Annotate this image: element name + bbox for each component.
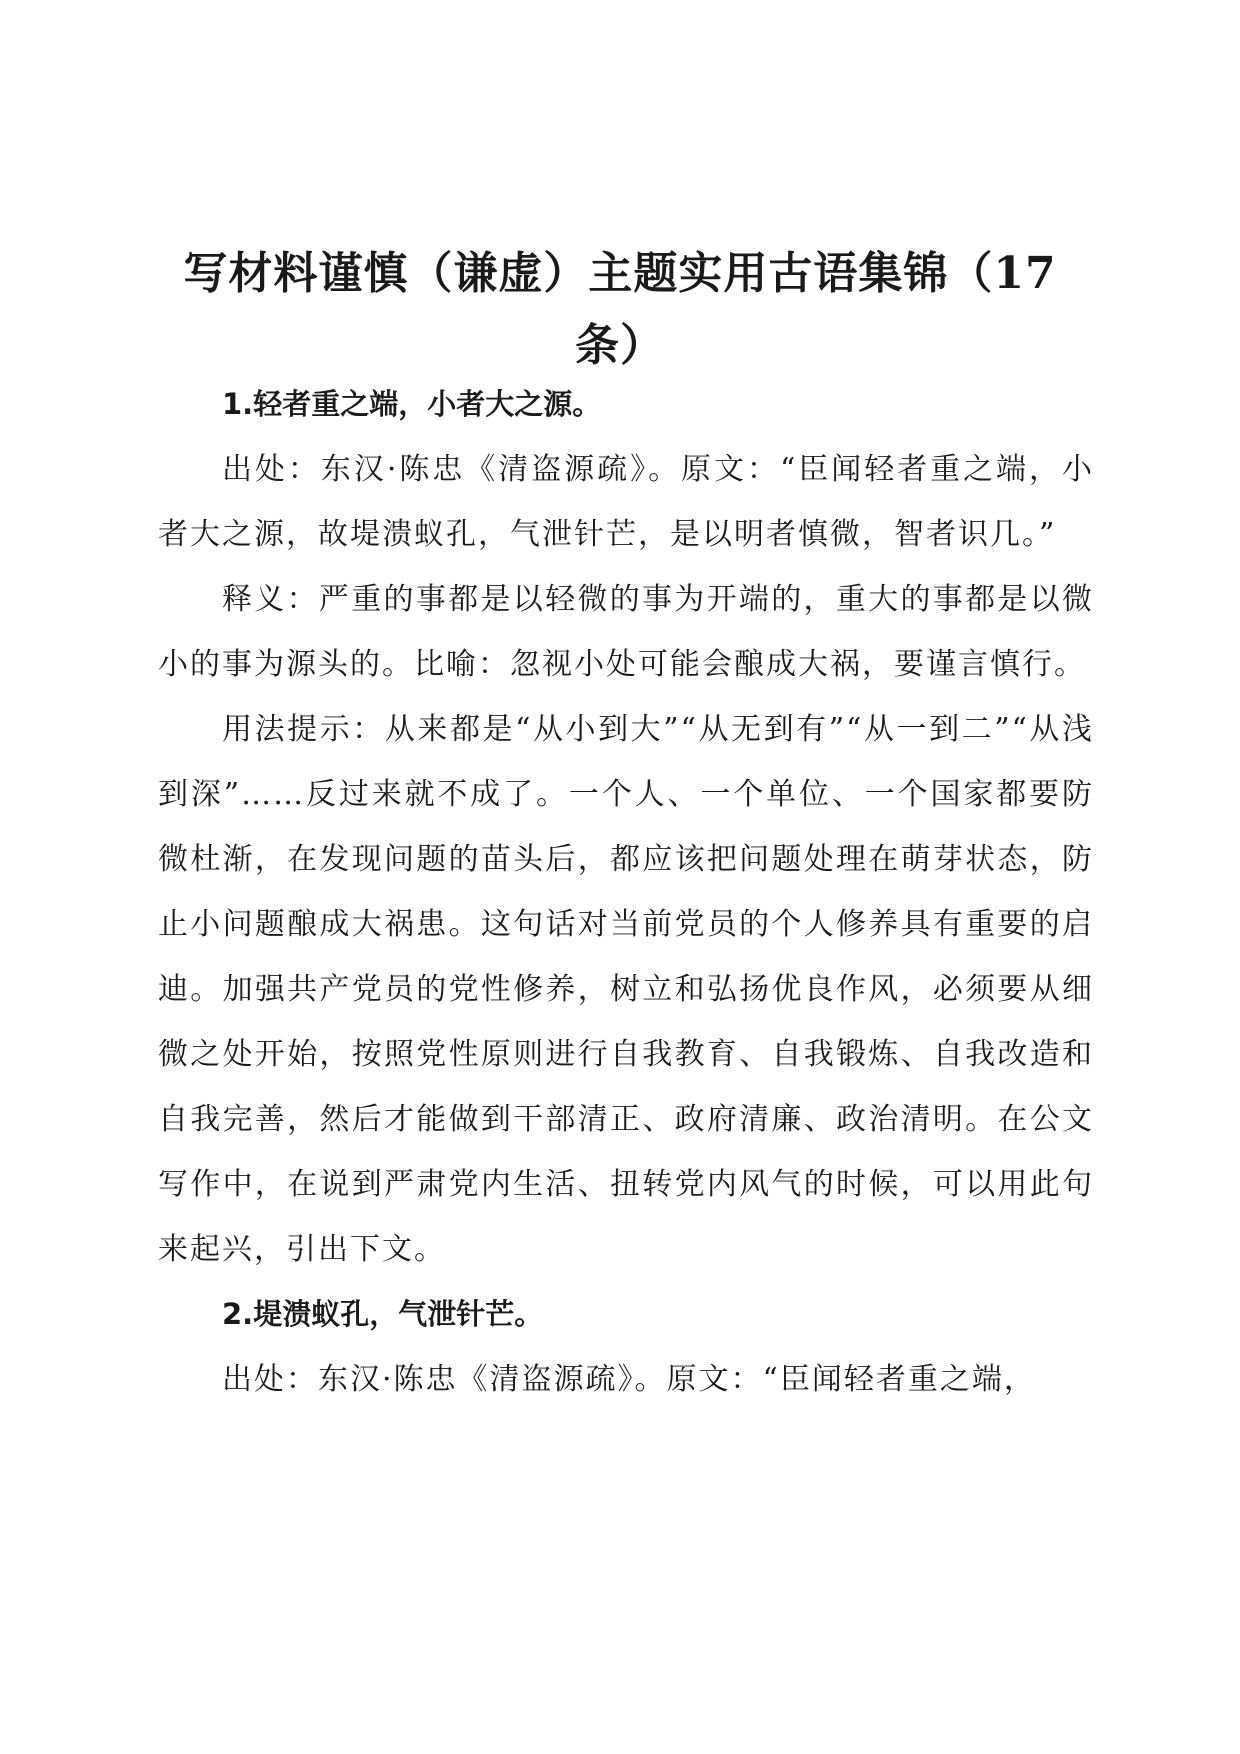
section-1-usage: 用法提示：从来都是“从小到大”“从无到有”“从一到二”“从浅到深”……反过来就不成了。一个人、一个单位、一个国家都要防微杜渐，在发现问题的苗头后，都应该把问题处理在萌芽状态，防止小问题酿成大祸患。这句话对当前党员的个人修养具有重要的启迪。加强共产党员的党性修养，树立和弘扬优良作风，必须要从细微之处开始，按照党性原则进行自我教育、自我锻炼、自我改造和自我完善，然后才能做到干部清正、政府清廉、政治清明。在公文写作中，在说到严肃党内生活、扭转党内风气的时候，可以用此句来起兴，引出下文。 xyxy=(158,712,1094,1267)
section-1-heading: 1.轻者重之端，小者大之源。 xyxy=(222,387,602,421)
document-title: 写材料谨慎（谦虚）主题实用古语集锦（17条） xyxy=(183,248,1057,371)
section-1-meaning: 释义：严重的事都是以轻微的事为开端的，重大的事都是以微小的事为源头的。比喻：忽视小处可能会酿成大祸，要谨言慎行。 xyxy=(158,582,1094,682)
section-2-heading: 2.堤溃蚁孔，气泄针芒。 xyxy=(222,1297,544,1331)
section-2-source: 出处：东汉·陈忠《清盗源疏》。原文：“臣闻轻者重之端， xyxy=(222,1362,1036,1397)
document-body xyxy=(158,372,1094,1412)
section-1-source: 出处：东汉·陈忠《清盗源疏》。原文：“臣闻轻者重之端，小者大之源，故堤溃蚁孔，气泄针芒，是以明者慎微，智者识几。” xyxy=(158,452,1094,552)
